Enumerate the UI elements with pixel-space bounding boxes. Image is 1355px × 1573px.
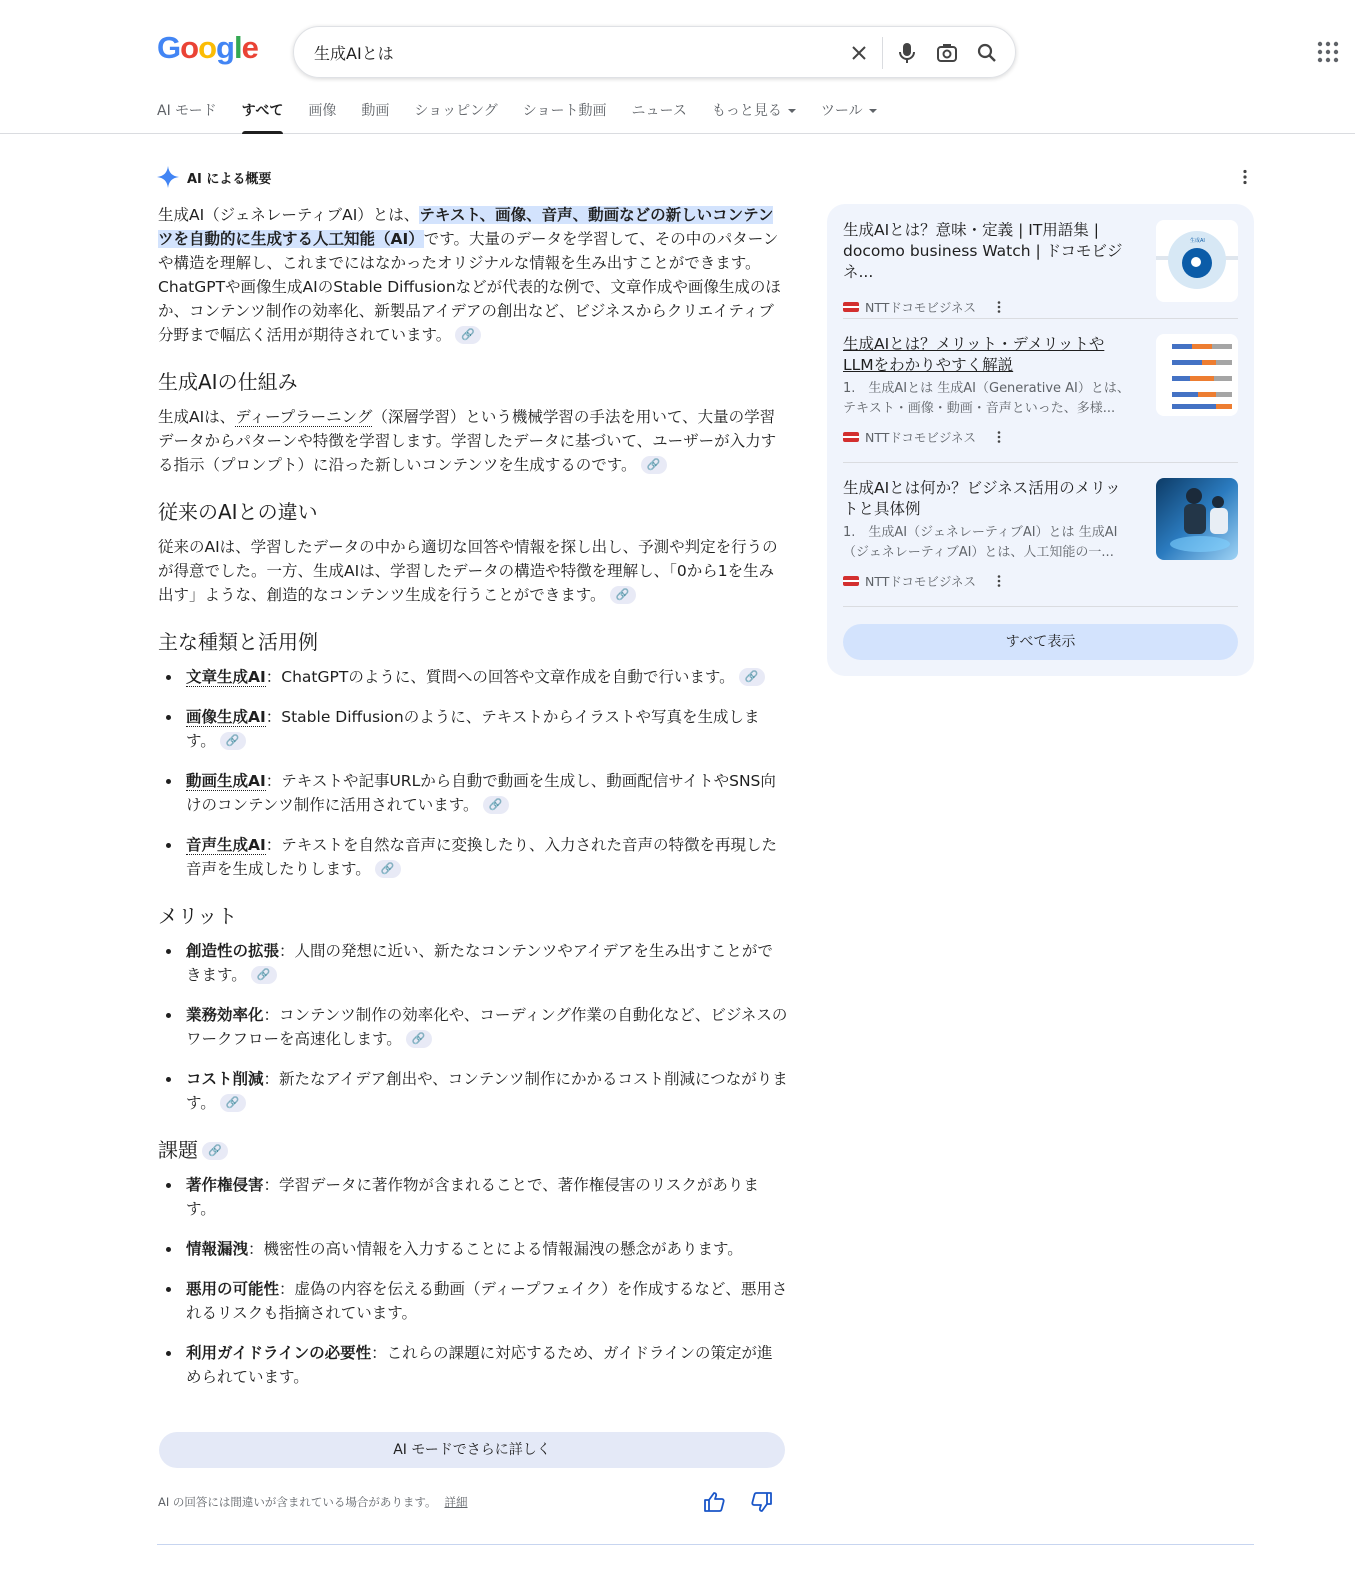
list-item-term: コスト削減 — [186, 1070, 264, 1088]
deep-learning-link[interactable]: ディープラーニング — [235, 408, 373, 426]
list-item — [158, 1067, 788, 1115]
source-title[interactable]: 生成AIとは？意味・定義 | IT用語集 | docomo business Watch | ドコモビジネ... — [843, 221, 1123, 281]
link-icon[interactable]: 🔗 — [739, 668, 765, 686]
link-icon[interactable]: 🔗 — [610, 586, 636, 604]
google-logo[interactable]: Google — [157, 30, 258, 65]
section-heading-mechanism: 生成AIの仕組み — [158, 370, 298, 394]
tab-all[interactable]: すべて — [242, 100, 284, 134]
clear-icon[interactable] — [846, 40, 872, 66]
link-icon[interactable]: 🔗 — [220, 732, 246, 750]
disclaimer-details-link[interactable]: 詳細 — [444, 1495, 468, 1509]
mechanism-paragraph — [158, 405, 788, 477]
list-item-term[interactable]: 画像生成AI — [186, 708, 266, 726]
site-favicon-icon — [843, 302, 859, 312]
thumbs-down-icon[interactable] — [750, 1490, 774, 1514]
link-icon[interactable]: 🔗 — [202, 1142, 228, 1160]
list-item-term: 利用ガイドラインの必要性 — [186, 1344, 372, 1362]
list-item-text: ：テキストを自然な音声に変換したり、入力された音声の特徴を再現した音声を生成したりします。 — [186, 836, 777, 878]
more-options-icon[interactable] — [992, 574, 1006, 588]
ai-overview-header — [157, 164, 271, 190]
list-item-text: ：Stable Diffusionのように、テキストからイラストや写真を生成します。 — [186, 708, 760, 750]
more-options-icon[interactable] — [1236, 168, 1254, 186]
camera-lens-icon[interactable] — [934, 40, 960, 66]
list-item-text: ：虚偽の内容を伝える動画（ディープフェイク）を作成するなど、悪用されるリスクも指摘されています。 — [186, 1280, 788, 1322]
section-heading-types: 主な種類と活用例 — [158, 630, 318, 654]
tab-videos[interactable]: 動画 — [361, 103, 390, 119]
more-options-icon[interactable] — [992, 300, 1006, 314]
source-site — [843, 428, 1006, 446]
section-heading-challenges — [158, 1136, 788, 1164]
list-item-text: ：コンテンツ制作の効率化や、コーディング作業の自動化など、ビジネスのワークフローを高速化します。 — [186, 1006, 788, 1048]
divider — [843, 462, 1238, 463]
link-icon[interactable]: 🔗 — [375, 860, 401, 878]
microphone-icon[interactable] — [894, 40, 920, 66]
tab-images[interactable]: 画像 — [308, 103, 337, 119]
list-item — [158, 939, 788, 987]
sparkle-icon — [157, 166, 179, 188]
tab-tools[interactable] — [821, 100, 877, 134]
divider — [157, 1544, 1254, 1545]
list-item-term[interactable]: 文章生成AI — [186, 668, 266, 686]
list-item-text: ：ChatGPTのように、質問への回答や文章作成を自動で行います。 — [265, 668, 735, 686]
list-item-text: ：機密性の高い情報を入力することによる情報漏洩の懸念があります。 — [248, 1240, 743, 1258]
link-icon[interactable]: 🔗 — [483, 796, 509, 814]
disclaimer-text: AI の回答には間違いが含まれている場合があります。 — [158, 1495, 437, 1509]
source-thumbnail[interactable] — [1156, 334, 1238, 416]
section-heading-merits: メリット — [158, 904, 238, 928]
tab-more[interactable] — [712, 100, 796, 134]
list-item — [158, 1003, 788, 1051]
intro-text: 生成AI（ジェネレーティブAI）とは、 — [158, 206, 420, 224]
header — [0, 0, 1355, 134]
list-item-term: 創造性の拡張 — [186, 942, 280, 960]
list-item — [158, 1237, 788, 1261]
list-item-term: 悪用の可能性 — [186, 1280, 280, 1298]
list-item-text: ：テキストや記事URLから自動で動画を生成し、動画配信サイトやSNS向けのコンテンツ制作に活用されています。 — [186, 772, 776, 814]
tab-tools-label: ツール — [820, 103, 863, 119]
list-item — [158, 1173, 788, 1221]
mechanism-text-rest: （深層学習）という機械学習の手法を用いて、大量の学習データからパターンや特徴を学習します。学習したデータに基づいて、ユーザーが入力する指示（プロンプト）に沿った新しいコンテンツを生成するのです。 — [158, 408, 777, 474]
site-favicon-icon — [843, 432, 859, 442]
list-item — [158, 769, 788, 817]
ai-overview-body — [158, 203, 788, 1405]
show-all-button[interactable]: すべて表示 — [843, 624, 1238, 660]
section-heading-difference: 従来のAIとの違い — [158, 500, 318, 524]
svg-text:生成AI: 生成AI — [1190, 238, 1205, 244]
source-site-name: NTTドコモビジネス — [865, 574, 977, 589]
ai-mode-more-button[interactable]: AI モードでさらに詳しく — [159, 1432, 785, 1468]
list-item-text: ：これらの課題に対応するため、ガイドラインの策定が進められています。 — [186, 1344, 773, 1386]
list-item-term: 情報漏洩 — [186, 1240, 249, 1258]
search-divider — [882, 37, 883, 69]
difference-text: 従来のAIは、学習したデータの中から適切な回答や情報を探し出し、予測や判定を行うのが得意でした。一方、生成AIは、学習したデータの構造や特徴を理解し、「0から1を生み出す」ような、創造的なコンテンツ生成を行うことができます。 — [158, 538, 778, 604]
merits-list — [158, 939, 788, 1115]
list-item — [158, 705, 788, 753]
link-icon[interactable]: 🔗 — [220, 1094, 246, 1112]
source-title[interactable]: 生成AIとは何か？ビジネス活用のメリットと具体例 — [843, 479, 1121, 518]
challenges-list — [158, 1173, 788, 1389]
divider — [843, 318, 1238, 319]
tab-more-label: もっと見る — [711, 103, 782, 119]
list-item-text: ：人間の発想に近い、新たなコンテンツやアイデアを生み出すことができます。 — [186, 942, 773, 984]
source-site-name: NTTドコモビジネス — [865, 430, 977, 445]
source-snippet: 1. 生成AI（ジェネレーティブAI）とは 生成AI（ジェネレーティブAI）とは、人工知能の一... — [843, 525, 1118, 560]
intro-text-rest: です。大量のデータを学習して、その中のパターンや構造を理解し、これまでにはなかったオリジナルな情報を生み出すことができます。ChatGPTや画像生成AIのStable Diffusionなどが代表的な例で、文章作成や画像生成のほか、コンテンツ制作の効率化、新製品アイデアの創出など、ビジネスからクリエイティブ分野まで幅広く活用が期待されています。 — [158, 230, 781, 344]
list-item-term: 業務効率化 — [186, 1006, 264, 1024]
tab-news[interactable]: ニュース — [631, 103, 687, 119]
apps-grid-icon[interactable] — [1316, 40, 1340, 64]
search-icon[interactable] — [974, 40, 1000, 66]
intro-highlight: テキスト、画像、音声、動画などの新しいコンテンツを自動的に生成する人工知能（AI） — [158, 206, 774, 248]
source-thumbnail[interactable] — [1156, 220, 1238, 302]
search-input[interactable]: 生成AIとは — [314, 44, 394, 63]
list-item — [158, 665, 788, 689]
source-card[interactable] — [843, 478, 1238, 590]
tab-short-videos[interactable]: ショート動画 — [522, 103, 607, 119]
list-item-term: 著作権侵害 — [186, 1176, 264, 1194]
source-site-name: NTTドコモビジネス — [865, 300, 977, 315]
tab-ai-mode[interactable]: AI モード — [157, 103, 217, 119]
ai-disclaimer — [158, 1494, 468, 1510]
link-icon[interactable]: 🔗 — [641, 456, 667, 474]
search-box[interactable] — [293, 26, 1016, 78]
source-card[interactable] — [843, 220, 1238, 318]
source-thumbnail[interactable] — [1156, 478, 1238, 560]
site-favicon-icon — [843, 576, 859, 586]
source-snippet: 1. 生成AIとは 生成AI（Generative AI）とは、テキスト・画像・動画・音声といった、多様... — [843, 381, 1130, 416]
tab-shopping[interactable]: ショッピング — [414, 103, 498, 119]
link-icon[interactable]: 🔗 — [251, 966, 277, 984]
ai-overview-title: AI による概要 — [187, 171, 272, 187]
difference-paragraph — [158, 535, 788, 607]
chevron-down-icon — [788, 109, 796, 113]
mechanism-text: 生成AIは、 — [158, 408, 236, 426]
source-site — [843, 298, 1006, 316]
link-icon[interactable]: 🔗 — [406, 1030, 432, 1048]
challenges-title: 課題 — [158, 1138, 198, 1162]
intro-paragraph — [158, 203, 788, 347]
list-item — [158, 1277, 788, 1325]
list-item — [158, 833, 788, 881]
list-item-term[interactable]: 音声生成AI — [186, 836, 266, 854]
list-item-text: ：学習データに著作物が含まれることで、著作権侵害のリスクがあります。 — [186, 1176, 759, 1218]
list-item-term[interactable]: 動画生成AI — [186, 772, 266, 790]
link-icon[interactable]: 🔗 — [455, 326, 481, 344]
source-card[interactable] — [843, 334, 1238, 446]
chevron-down-icon — [869, 109, 877, 113]
search-tabs — [157, 100, 902, 134]
source-title[interactable]: 生成AIとは？メリット・デメリットやLLMをわかりやすく解説 — [843, 335, 1105, 374]
thumbs-up-icon[interactable] — [702, 1490, 726, 1514]
types-list — [158, 665, 788, 881]
sources-panel — [827, 204, 1254, 676]
source-site — [843, 572, 1006, 590]
divider — [843, 606, 1238, 607]
more-options-icon[interactable] — [992, 430, 1006, 444]
list-item — [158, 1341, 788, 1389]
list-item-text: ：新たなアイデア創出や、コンテンツ制作にかかるコスト削減につながります。 — [186, 1070, 788, 1112]
